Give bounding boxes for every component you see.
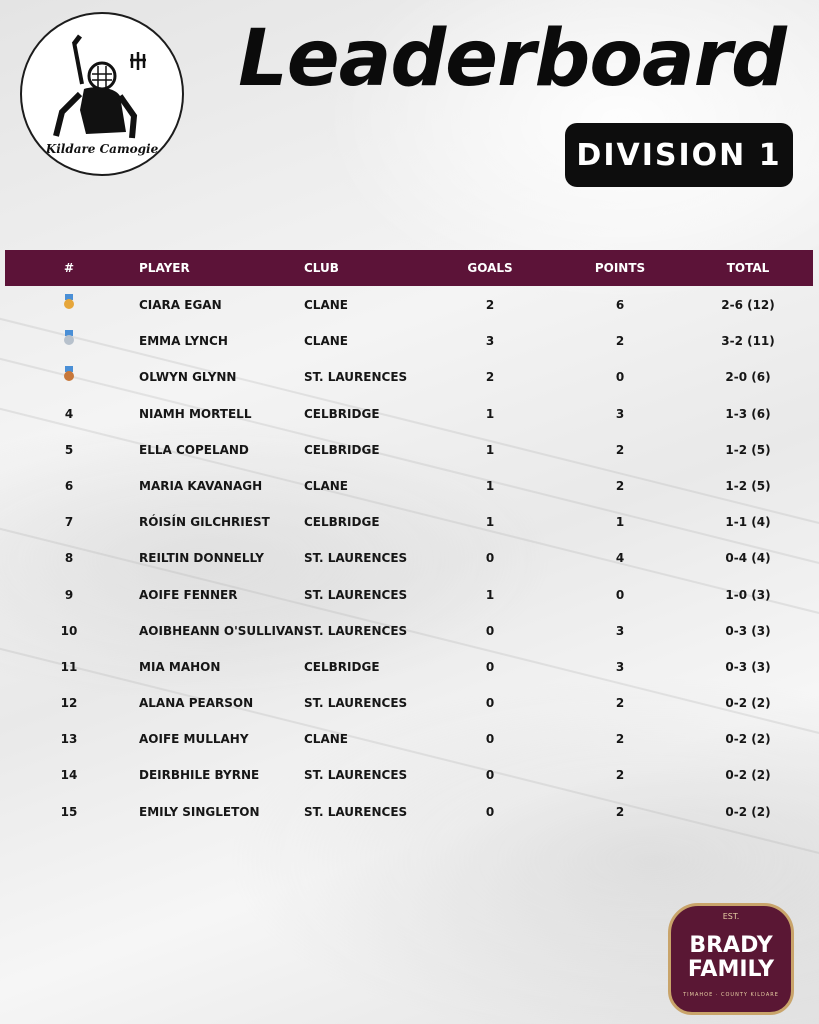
table-row <box>5 432 813 468</box>
cell-total: 0-2 (2) <box>725 732 771 747</box>
cell-club: CLANE <box>304 732 348 747</box>
cell-rank: 12 <box>60 696 78 711</box>
cell-rank: 13 <box>60 732 78 747</box>
sponsor-line2: FAMILY <box>687 957 775 982</box>
cell-goals: 1 <box>485 478 495 493</box>
cell-total: 1-2 (5) <box>725 442 771 457</box>
cell-player: AOIBHEANN O'SULLIVAN <box>139 623 304 638</box>
cell-points: 2 <box>615 732 625 747</box>
sponsor-line1: BRADY <box>689 933 773 958</box>
cell-rank: 6 <box>64 478 74 493</box>
leaderboard-table <box>5 287 813 830</box>
cell-rank: 14 <box>60 768 78 783</box>
table-row <box>5 396 813 432</box>
cell-goals: 0 <box>485 551 495 566</box>
cell-player: AOIFE FENNER <box>139 587 238 602</box>
cell-club: ST. LAURENCES <box>304 696 408 711</box>
cell-player: REILTIN DONNELLY <box>139 551 264 566</box>
header-total: TOTAL <box>726 261 770 275</box>
cell-total: 1-1 (4) <box>725 515 771 530</box>
cell-goals: 1 <box>485 406 495 421</box>
cell-goals: 2 <box>485 298 495 312</box>
cell-player: EMILY SINGLETON <box>139 804 260 819</box>
gold-medal-icon <box>63 294 75 310</box>
cell-goals: 2 <box>485 370 495 385</box>
division-badge: DIVISION 1 <box>565 123 793 187</box>
cell-club: ST. LAURENCES <box>304 587 408 602</box>
cell-club: ST. LAURENCES <box>304 551 408 566</box>
cell-total: 0-2 (2) <box>725 696 771 711</box>
cell-total: 3-2 (11) <box>721 334 775 349</box>
bronze-medal-icon <box>63 366 75 382</box>
cell-goals: 0 <box>485 623 495 638</box>
cell-total: 2-6 (12) <box>721 298 775 312</box>
cell-points: 3 <box>615 659 625 674</box>
cell-rank: 5 <box>64 442 74 457</box>
table-row <box>5 540 813 576</box>
header-rank: # <box>63 261 75 275</box>
table-row <box>5 504 813 540</box>
sponsor-name <box>671 934 791 982</box>
cell-player: MIA MAHON <box>139 659 221 674</box>
cell-player: DEIRBHILE BYRNE <box>139 768 260 783</box>
table-row <box>5 757 813 793</box>
cell-points: 2 <box>615 334 625 349</box>
cell-points: 2 <box>615 768 625 783</box>
cell-total: 0-2 (2) <box>725 768 771 783</box>
table-row <box>5 649 813 685</box>
cell-club: CLANE <box>304 298 348 312</box>
cell-club: CELBRIDGE <box>304 515 380 530</box>
cell-goals: 1 <box>485 515 495 530</box>
cell-points: 2 <box>615 804 625 819</box>
table-row <box>5 287 813 323</box>
cell-goals: 0 <box>485 696 495 711</box>
cell-total: 1-0 (3) <box>725 587 771 602</box>
cell-total: 0-2 (2) <box>725 804 771 819</box>
cell-points: 2 <box>615 442 625 457</box>
cell-rank: 8 <box>64 551 74 566</box>
cell-rank: 11 <box>60 659 78 674</box>
cell-goals: 1 <box>485 587 495 602</box>
cell-club: CELBRIDGE <box>304 406 380 421</box>
cell-points: 3 <box>615 406 625 421</box>
sponsor-top-text: EST. <box>722 912 740 921</box>
cell-rank <box>49 330 89 349</box>
cell-total: 1-3 (6) <box>725 406 771 421</box>
cell-total: 0-3 (3) <box>725 659 771 674</box>
cell-rank <box>49 366 89 385</box>
cell-points: 0 <box>615 587 625 602</box>
cell-total: 2-0 (6) <box>725 370 771 385</box>
cell-player: NIAMH MORTELL <box>139 406 252 421</box>
cell-club: ST. LAURENCES <box>304 804 408 819</box>
cell-goals: 0 <box>485 804 495 819</box>
cell-player: AOIFE MULLAHY <box>139 732 249 747</box>
cell-club: CELBRIDGE <box>304 442 380 457</box>
table-row <box>5 721 813 757</box>
cell-total: 0-4 (4) <box>725 551 771 566</box>
cell-goals: 3 <box>485 334 495 349</box>
cell-goals: 0 <box>485 732 495 747</box>
cell-player: RÓISÍN GILCHRIEST <box>139 515 270 530</box>
table-row <box>5 468 813 504</box>
header-goals: GOALS <box>467 261 513 275</box>
table-row <box>5 685 813 721</box>
cell-goals: 1 <box>485 442 495 457</box>
cell-points: 1 <box>615 515 625 530</box>
cell-player: OLWYN GLYNN <box>139 370 237 385</box>
table-header <box>5 250 813 286</box>
cell-rank: 7 <box>64 515 74 530</box>
cell-points: 2 <box>615 478 625 493</box>
cell-club: CLANE <box>304 334 348 349</box>
sponsor-subtitle: TIMAHOE · COUNTY KILDARE <box>683 992 779 998</box>
cell-points: 0 <box>615 370 625 385</box>
cell-goals: 0 <box>485 768 495 783</box>
header-club: CLUB <box>304 261 339 275</box>
cell-goals: 0 <box>485 659 495 674</box>
cell-rank: 4 <box>64 406 74 421</box>
cell-club: CELBRIDGE <box>304 659 380 674</box>
cell-club: ST. LAURENCES <box>304 768 408 783</box>
table-row <box>5 613 813 649</box>
cell-club: ST. LAURENCES <box>304 370 408 385</box>
cell-player: EMMA LYNCH <box>139 334 228 349</box>
page-title: Leaderboard <box>238 14 786 104</box>
cell-points: 3 <box>615 623 625 638</box>
cell-club: ST. LAURENCES <box>304 623 408 638</box>
header-points: POINTS <box>594 261 646 275</box>
cell-points: 6 <box>615 298 625 312</box>
club-logo <box>20 12 184 176</box>
header-player: PLAYER <box>139 261 190 275</box>
cell-rank: 15 <box>60 804 78 819</box>
cell-club: CLANE <box>304 478 348 493</box>
cell-points: 4 <box>615 551 625 566</box>
table-row <box>5 577 813 613</box>
sponsor-logo <box>668 903 794 1015</box>
logo-text: Kildare Camogie <box>45 142 159 156</box>
cell-player: MARIA KAVANAGH <box>139 478 263 493</box>
table-row <box>5 323 813 359</box>
cell-rank: 10 <box>60 623 78 638</box>
cell-total: 1-2 (5) <box>725 478 771 493</box>
cell-total: 0-3 (3) <box>725 623 771 638</box>
cell-player: ALANA PEARSON <box>139 696 254 711</box>
cell-points: 2 <box>615 696 625 711</box>
cell-rank <box>49 294 89 313</box>
table-row <box>5 794 813 830</box>
cell-player: ELLA COPELAND <box>139 442 249 457</box>
table-row <box>5 359 813 395</box>
cell-rank: 9 <box>64 587 74 602</box>
silver-medal-icon <box>63 330 75 346</box>
cell-player: CIARA EGAN <box>139 298 222 312</box>
